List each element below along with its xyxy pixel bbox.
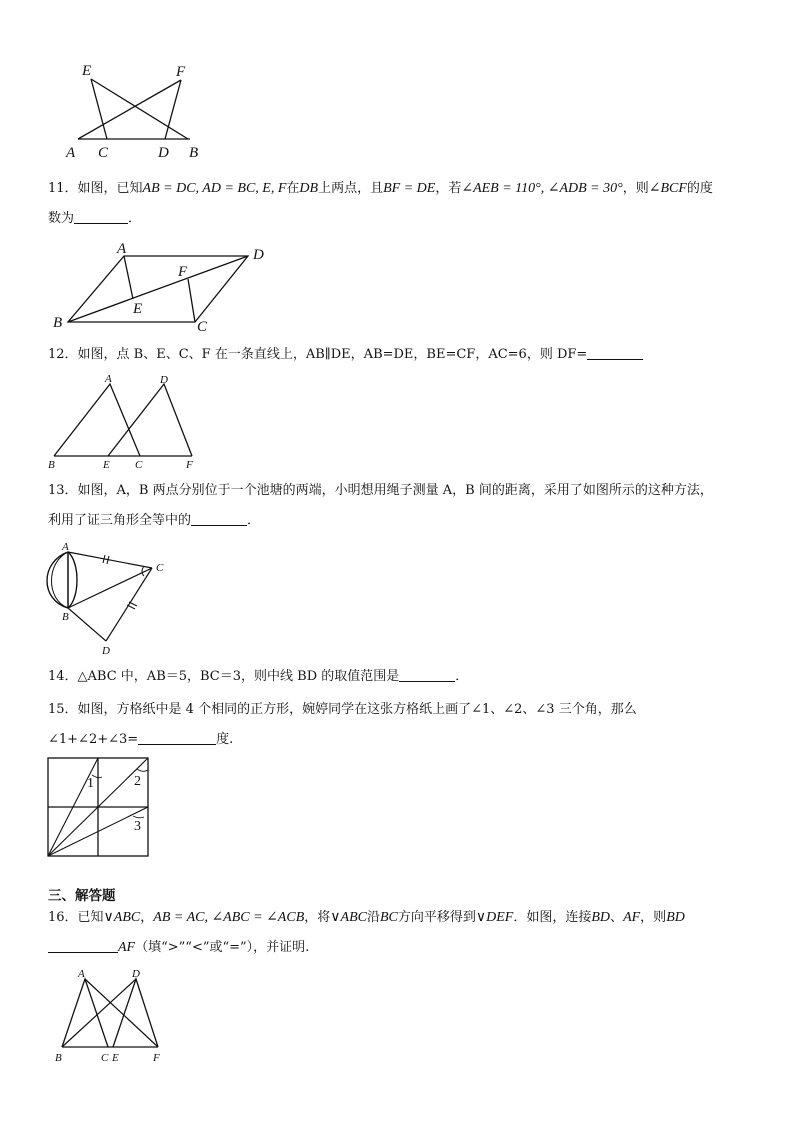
label-E: E: [103, 459, 110, 471]
label-B: B: [62, 611, 69, 623]
label-C: C: [156, 562, 164, 574]
label-A: A: [78, 968, 85, 980]
label-B: B: [48, 459, 55, 471]
label-A: A: [62, 541, 69, 553]
section-title: 三、解答题: [48, 888, 116, 904]
label-F: F: [153, 1052, 160, 1064]
label-B: B: [189, 145, 199, 161]
label-D: D: [158, 145, 169, 161]
label-A: A: [66, 145, 76, 161]
question-13: 13．如图，A，B 两点分别位于一个池塘的两端，小明想用绳子测量 A，B 间的距离，采用了如图所示的这种方法， 利用了证三角形全等中的 ．: [48, 483, 713, 528]
label-F: F: [178, 264, 188, 280]
answer-blank-14[interactable]: [399, 667, 455, 682]
answer-blank-15[interactable]: [138, 730, 216, 745]
figure-q11: [48, 240, 278, 340]
label-A: A: [117, 241, 127, 257]
label-F: F: [186, 459, 193, 471]
label-A: A: [105, 373, 112, 385]
label-C: C: [197, 319, 208, 335]
question-12: 12．如图，点 B、E、C、F 在一条直线上，AB∥DE，AB=DE，BE=CF，AC=6，则 DF=: [48, 340, 758, 370]
label-B: B: [53, 315, 63, 331]
angle-label-2: 2: [134, 774, 141, 789]
label-E: E: [82, 63, 92, 79]
label-D: D: [102, 645, 110, 657]
label-D: D: [132, 968, 140, 980]
figure-q16: [50, 965, 180, 1067]
question-14: 14．△ABC 中，AB＝5，BC＝3，则中线 BD 的取值范围是 ．: [48, 669, 469, 684]
label-E: E: [133, 301, 143, 317]
answer-blank-12[interactable]: [587, 345, 643, 360]
label-C: C: [135, 459, 143, 471]
label-C: C: [98, 145, 109, 161]
answer-blank-11[interactable]: [74, 209, 128, 224]
angle-label-3: 3: [134, 819, 141, 834]
label-E: E: [112, 1052, 119, 1064]
label-D: D: [253, 247, 264, 263]
answer-blank-16[interactable]: [48, 938, 118, 953]
question-16: 16．已知∨ABC，AB = AC, ∠ABC = ∠ACB，将∨ABC沿BC方向平移得到∨DEF．如图，连接BD、AF，则BD AF（填“>”“<”或“=”），并证明.: [48, 910, 685, 955]
label-D: D: [160, 374, 168, 386]
question-15: 15．如图，方格纸中是 4 个相同的正方形，婉婷同学在这张方格纸上画了∠1、∠2、∠3 三个角，那么 ∠1+∠2+∠3= 度.: [48, 702, 637, 747]
figure-q12: [44, 370, 204, 476]
figure-q15: [47, 757, 151, 859]
figure-q10: [60, 58, 220, 168]
angle-label-1: 1: [87, 776, 94, 791]
figure-q13: [40, 538, 180, 660]
label-F: F: [176, 64, 186, 80]
answer-blank-13[interactable]: [191, 511, 247, 526]
label-C: C: [101, 1052, 109, 1064]
question-11: 11．如图，已知AB = DC, AD = BC, E, F在DB上两点，且BF = DE，若∠AEB = 110°, ∠ADB = 30°，则∠BCF的度 数为 ．: [48, 181, 713, 226]
label-B: B: [55, 1052, 62, 1064]
